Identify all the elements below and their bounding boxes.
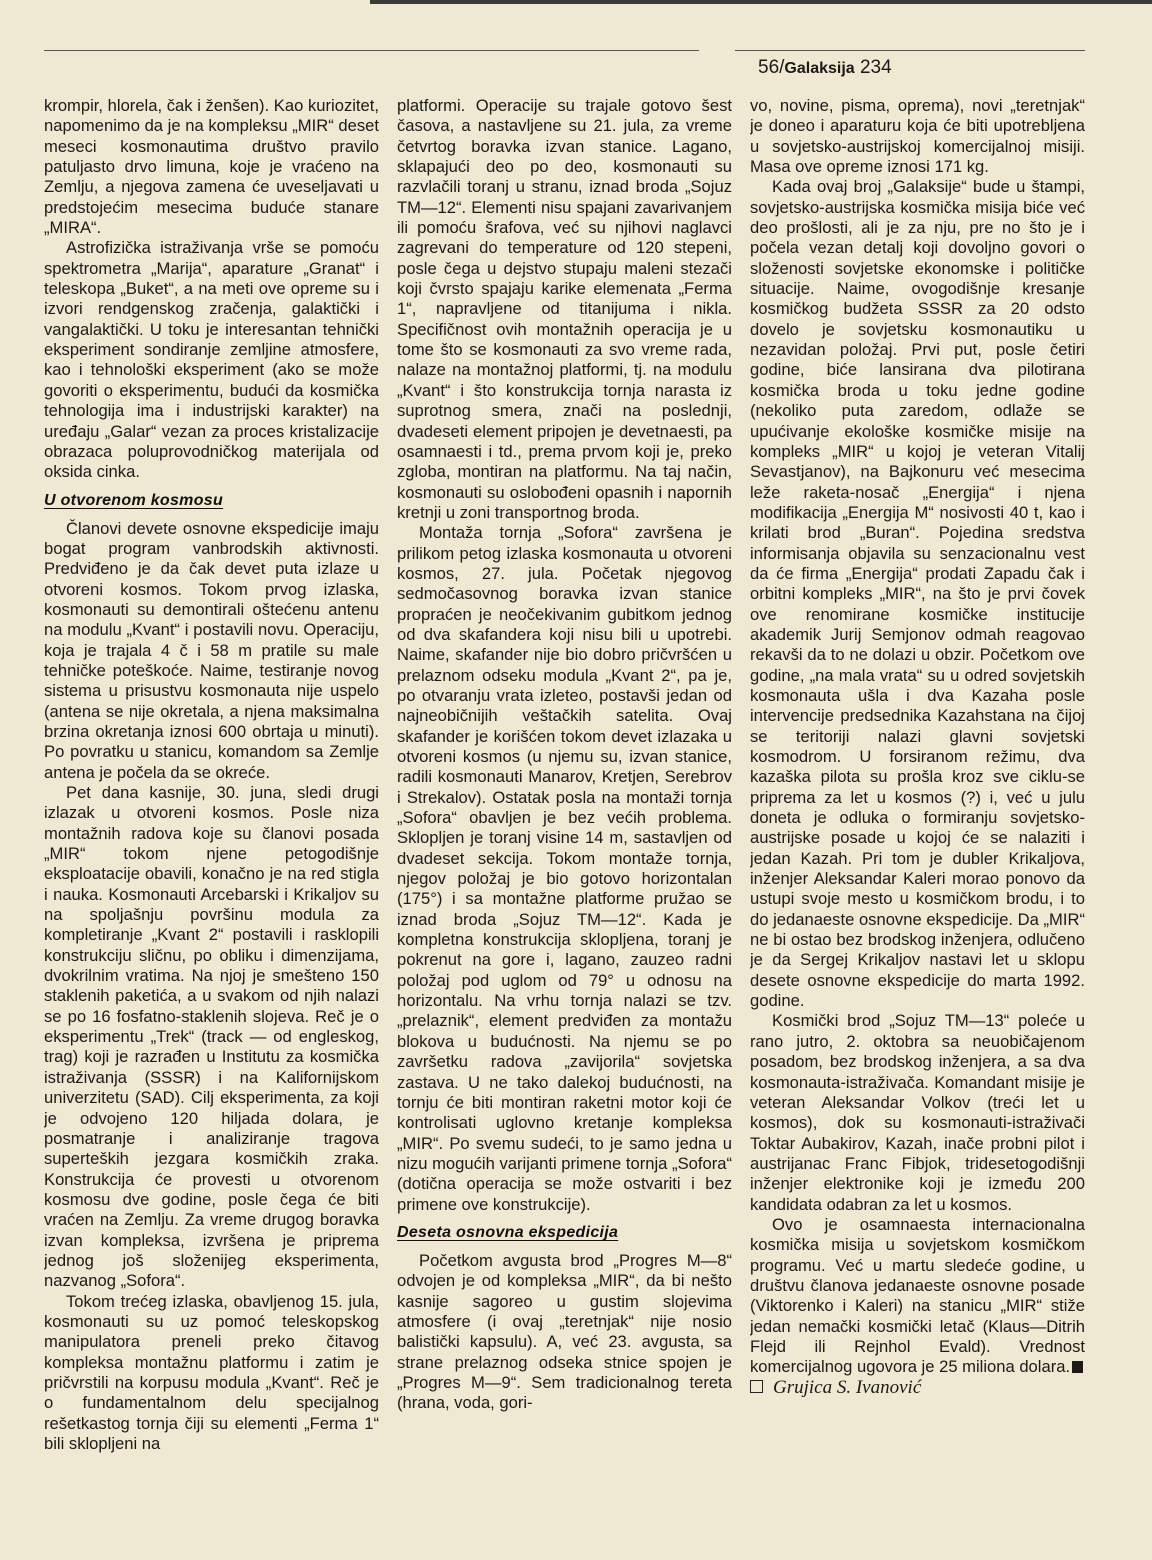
top-border <box>370 0 1152 4</box>
paragraph-final <box>750 1215 1085 1378</box>
column-3 <box>750 96 1085 1536</box>
author-signature <box>750 1378 1085 1398</box>
paragraph: Astrofizička istraživanja vrše se pomoću spektrometra „Marija“, aparature „Granat“ i teleskopa „Buket“, a na meti ove opreme su i izvori rendgenskog zračenja, galaktički i vangalaktički. U toku je interesantan tehnički eksperiment sondiranje zemljine atmosfere, kao i tehnološki eksperiment (ako se može govoriti o eksperimentu, budući da kosmička tehnologija ima i industrijski karakter) na uređaju „Galar“ vezan za proces kristalizacije obrazaca poluprovodničkog materijala od oksida cinka. <box>44 238 379 482</box>
paragraph: Kada ovaj broj „Galaksije“ bude u štampi, sovjetsko-austrijska kosmička misija biće već deo prošlosti, ali je za nju, pre no što je i počela vezan detalj koji dovoljno govori o složenosti sovjetske ekonomske i političke situacije. Naime, ovogodišnje kresanje kosmičkog budžeta SSSR za 20 odsto dovelo je sovjetsku kosmonautiku u nezavidan položaj. Prvi put, posle četiri godine, biće lansirana dva pilotirana kosmička broda u toku jedne godine (nekoliko puta zaredom, odlaže se upućivanje ekološke kosmičke misije na kompleks „MIR“ u kojoj je veteran Vitalij Sevastjanov), na Bajkonuru već mesecima leže raketa-nosač „Energija“ i njena modifikacija „Energija M“ nosivosti 40 t, kao i krilati brod „Buran“. Pojedina sredstva informisanja objavila su senzacionalnu vest da će firma „Energija“ prodati Zapadu čak i orbitni kompleks „MIR“, na što je prvi čovek ove renomirane kosmičke institucije akademik Jurij Semjonov odmah reagovao rekavši da to ne dolazi u obzir. Početkom ove godine, „na mala vrata“ su u odred sovjetskih kosmonauta ušla i dva Kazaha posle intervencije predsednika Kazahstana na čijoj se teritoriji nalazi glavni sovjetski kosmodrom. U forsiranom režimu, dva kazaška pilota su prošla kroz sve ciklu-se priprema za let u kosmos (?) i, već u julu doneta je odluka o formiranju sovjetsko-austrijske posade u kojoj će se nalaziti i jedan Kazah. Pri tom je dubler Krikaljova, inženjer Aleksandar Kaleri morao ponovo da ustupi svoje mesto u kosmičkom brodu, i to do jedanaeste osnovne ekspedicije. Da „MIR“ ne bi ostao bez brodskog inženjera, odlučeno je da Sergej Krikaljov nastavi let u sklopu desete osnovne ekspedicije do marta 1992. godine. <box>750 177 1085 1011</box>
paragraph-text: Ovo je osamnaesta internacionalna kosmička misija u sovjetskom kosmičkom programu. Već u martu sledeće godine, u društvu članova jedanaeste osnovne posade (Viktorenko i Kaleri) na stanicu „MIR“ stiže jedan nemački kosmički letač (Klaus—Ditrih Flejd ili Rejnhol Evald). Vrednost komercijalnog ugovora je 25 miliona dolara. <box>750 1214 1085 1377</box>
paragraph: Članovi devete osnovne ekspedicije imaju bogat program vanbrodskih aktivnosti. Predviđeno je da čak devet puta izlaze u otvoreni kosmos. Tokom prvog izlaska, kosmonauti su demontirali oštećenu antenu na modulu „Kvant“ i postavili novu. Operaciju, koja je trajala 4 č i 58 m pratile su male tehničke poteškoće. Naime, testiranje novog sistema u prisustvu kosmonauta nije uspelo (antena se nije okretala, a njena maksimalna brzina okretanja iznosi 600 obrtaja u minuti). Po povratku u stanicu, komandom sa Zemlje antena je počela da se okreće. <box>44 518 379 782</box>
paragraph: Tokom trećeg izlaska, obavljenog 15. jula, kosmonauti su uz pomoć teleskopskog manipulatora preneli preko čitavog kompleksa montažnu platformu i zatim je pričvrstili na korpusu modula „Kvant“. Reč je o fundamentalnom delu specijalnog rešetkastog tornja čiji su elementi „Ferma 1“ bili sklopljeni na <box>44 1291 379 1453</box>
issue-number: 234 <box>859 57 892 78</box>
header-rule-left <box>44 50 699 51</box>
paragraph: platformi. Operacije su trajale gotovo šest časova, a nastavljene su 21. jula, za vreme četvrtog boravka izvan stanice. Lagano, sklapajući deo po deo, kosmonauti su razvlačili toranj u stranu, iznad broda „Sojuz TM—12“. Elementi nisu spajani zavarivanjem ili pomoću šrafova, već su njihovi naglavci zagrevani do temperature od 120 stepeni, posle čega u dejstvo stupaju maleni stezači koji čvrsto spajaju karike elemenata „Ferma 1“, napravljene od titanijuma i nikla. Specifičnost ovih montažnih operacija je u tome što se kosmonauti za svo vreme rada, nalaze na montažnoj platformi, tj. na modulu „Kvant“ i što konstrukcija tornja narasta iz suprotnog smera, znači na poslednji, dvadeseti element pripojen je devetnaesti, pa osamnaesti i td., prema prvom koji je, preko zgloba, montiran na platformu. Na taj način, kosmonauti su oslobođeni opasnih i napornih kretnji u zoni transportnog broda. <box>397 96 732 522</box>
header-rule-right <box>735 50 1085 51</box>
paragraph: Montaža tornja „Sofora“ završena je prilikom petog izlaska kosmonauta u otvoreni kosmos, 27. jula. Početak njegovog sedmočasovnog boravka izvan stanice propraćen je neočekivanim gubitkom jednog od dva skafandera koji nisu bili u upotrebi. Naime, skafander nije bio dobro pričvršćen u prelaznom odseku modula „Kvant 2“, pa je, po otvaranju vrata izleteo, postavši jedan od najneobičnijih veštačkih satelita. Ovaj skafander je korišćen tokom devet izlazaka u otvoreni kosmos (u njemu su, izvan stanice, radili kosmonauti Manarov, Kretjen, Serebrov i Strekalov). Ostatak posla na montaži tornja „Sofora“ obavljen je bez većih problema. Sklopljen je toranj visine 14 m, sastavljen od dvadeset sekcija. Tokom montaže tornja, njegov položaj je bio gotovo horizontalan (175°) i sa montažne platforme pružao se iznad broda „Sojuz TM—12“. Kada je kompletna konstrukcija sklopljena, toranj je pokrenut na gore i, lagano, zauzeo radni položaj pod uglom od 79° u odnosu na horizontalu. Na vrhu tornja nalazi se tzv. „prelaznik“, element predviđen za montažu blokova u budućnosti. Na njemu se po završetku radova „zavijorila“ sovjetska zastava. U ne tako dalekoj budućnosti, na tornju će biti montiran raketni motor koji će kontrolisati uglovno kretanje kompleksa „MIR“. Po svemu sudeći, to je samo jedna u nizu mogućih varijanti primene tornja „Sofora“ (dotična operacija se može ostvariti i bez primene ove konstrukcije). <box>397 523 732 1214</box>
paragraph: Pet dana kasnije, 30. juna, sledi drugi izlazak u otvoreni kosmos. Posle niza montažnih radova koje su članovi posada „MIR“ tokom njene petogodišnje eksploatacije obavili, konačno je na red stigla i nauka. Kosmonauti Arcebarski i Krikaljov su na spoljašnju površinu modula za kompletiranje „Kvant 2“ postavili i rasklopili konstrukciju sličnu, po obliku i dimenzijama, dvokrilnim vratima. Na njoj je smešteno 150 staklenih paketića, a u svakom od njih nalazi se po 16 fosfatno-staklenih slojeva. Reč je o eksperimentu „Trek“ (track — od engleskog, trag) koji je razrađen u Institutu za kosmička istraživanja (SSSR) i na Kalifornijskom univerzitetu (SAD). Cilj eksperimenta, za koji je odvojeno 120 hiljada dolara, je posmatranje i analiziranje tragova superteških jezgara kosmičkih zraka. Konstrukcija će provesti u otvorenom kosmosu dve godine, posle čega će biti vraćen na Zemlju. Za vreme drugog boravka izvan kompleksa, izvršena je priprema jednog još složenijeg eksperimenta, nazvanog „Sofora“. <box>44 783 379 1291</box>
author-name: Grujica S. Ivanović <box>773 1376 922 1398</box>
page-number: 56/ <box>758 57 785 78</box>
magazine-name: Galaksija <box>784 60 855 77</box>
column-1 <box>44 96 379 1536</box>
column-2 <box>397 96 732 1536</box>
paragraph: Početkom avgusta brod „Progres M—8“ odvojen je od kompleksa „MIR“, da bi nešto kasnije sagoreo u gustim slojevima atmosfere (i ovaj „teretnjak“ nije nosio balistički kapsulu). A, već 23. avgusta, sa strane prelaznog odseka stnice spojen je „Progres M—9“. Sem tradicionalnog tereta (hrana, voda, gori- <box>397 1250 732 1413</box>
end-mark-icon <box>1072 1361 1083 1373</box>
section-heading: U otvorenom kosmosu <box>44 491 224 509</box>
page-header <box>758 56 892 81</box>
section-heading: Deseta osnovna ekspedicija <box>397 1223 619 1241</box>
paragraph: krompir, hlorela, čak i ženšen). Kao kuriozitet, napomenimo da je na kompleksu „MIR“ deset meseci kosmonautima društvo pravilo patuljasto drvo limuna, koje je vraćeno na Zemlju, a njegova zamena će uveseljavati u predstojećim mesecima buduće stanare „MIRA“. <box>44 96 379 238</box>
paragraph: vo, novine, pisma, oprema), novi „teretnjak“ je doneo i aparaturu koja će biti upotrebljena u sovjetsko-austrijskoj komercijalnoj misiji. Masa ove opreme iznosi 171 kg. <box>750 96 1085 177</box>
paragraph: Kosmički brod „Sojuz TM—13“ poleće u rano jutro, 2. oktobra sa neuobičajenom posadom, bez brodskog inženjera, a sa dva kosmonauta-istraživača. Komandant misije je veteran Aleksandar Volkov (treći let u kosmos), dok su kosmonauti-istraživači Toktar Aubakirov, Kazah, inače probni pilot i austrijanac Franc Fibjok, tridesetogodišnji inženjer elektronike koji je između 200 kandidata odabran za let u kosmos. <box>750 1011 1085 1214</box>
square-bullet-icon <box>750 1380 763 1393</box>
